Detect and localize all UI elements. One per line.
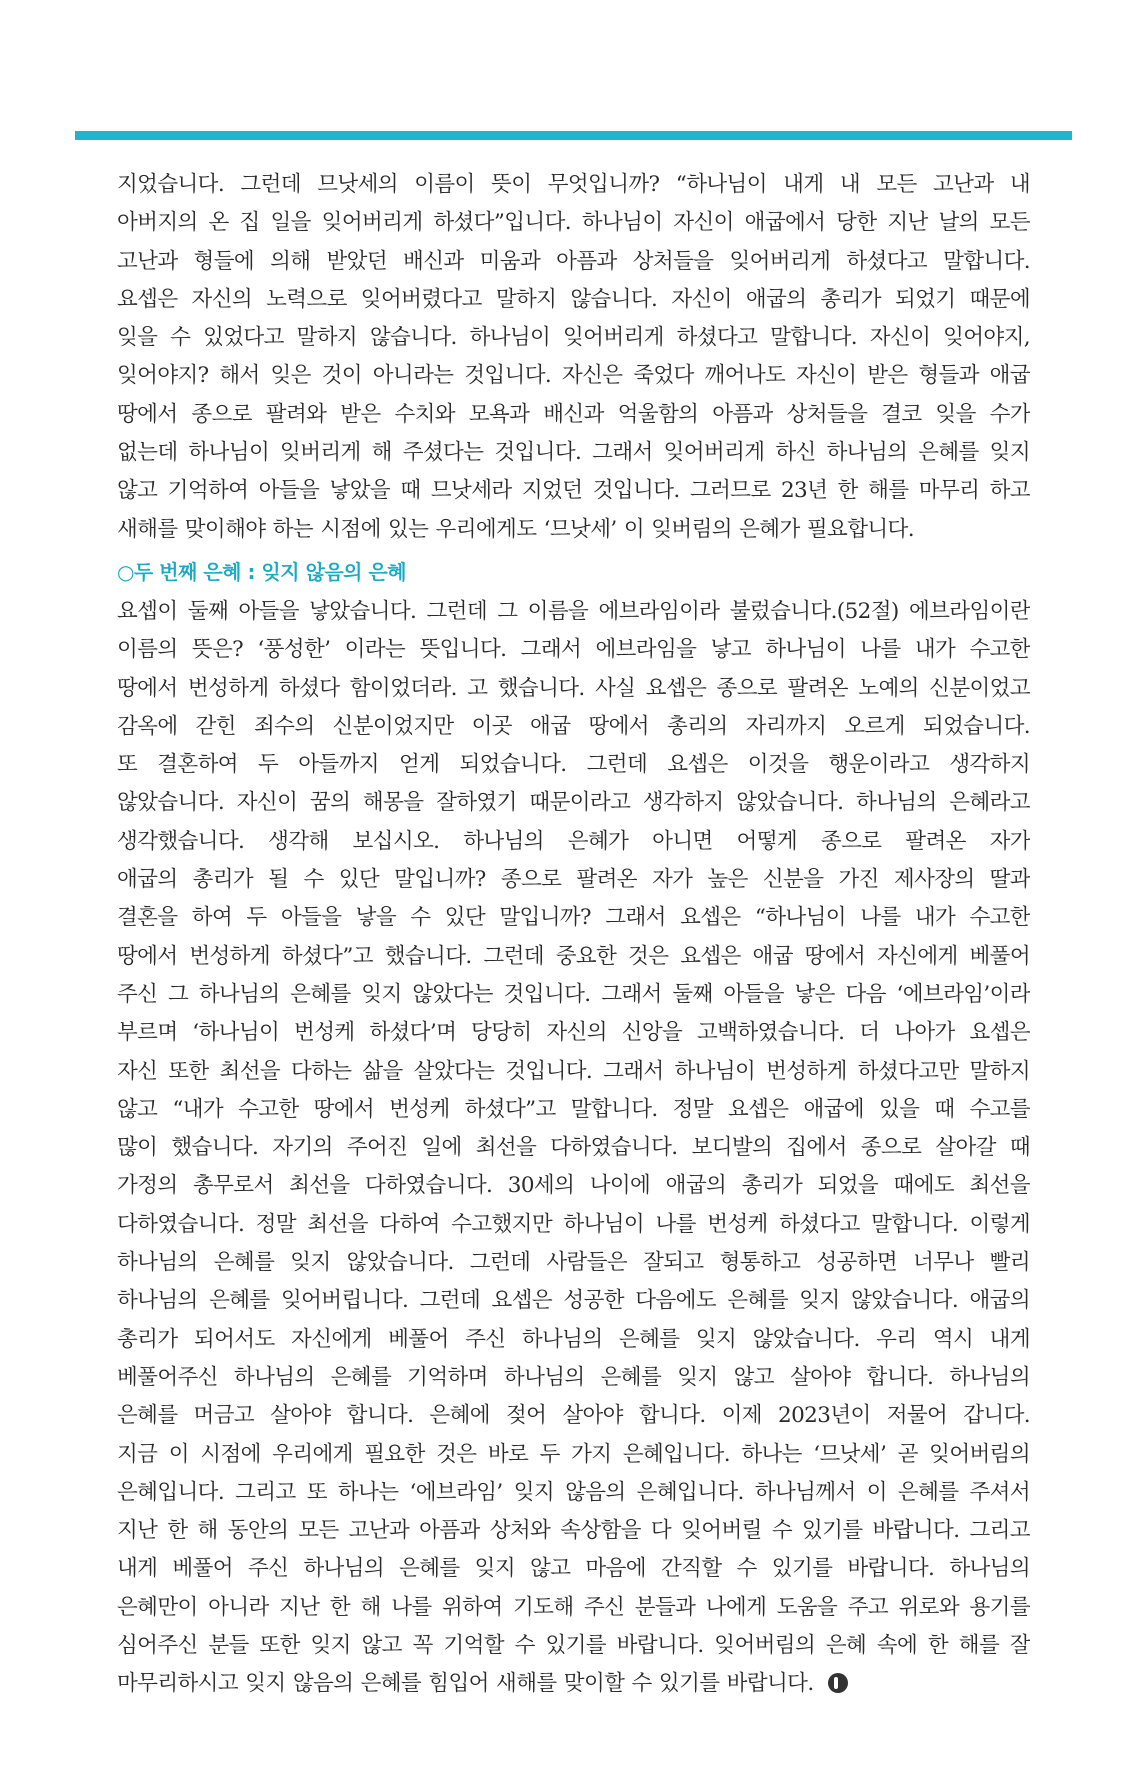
text-line-content: 땅에서 번성하게 하셨다 함이었더라. 고 했습니다. 사실 요셉은 종으로 팔려온 노예의 신분이었고 (117, 675, 1030, 701)
text-line (117, 243, 1030, 281)
text-line-content: 하나님의 은혜를 잊지 않았습니다. 그런데 사람들은 잘되고 형통하고 성공하면 너무나 빨리 (117, 1250, 1030, 1276)
text-line (117, 899, 1030, 937)
text-line-content: 은혜를 머금고 살아야 합니다. 은혜에 젖어 살아야 합니다. 이제 2023년이 저물어 갑니다. (117, 1403, 1030, 1429)
text-line (117, 472, 1030, 510)
text-line-content: 감옥에 갇힌 죄수의 신분이었지만 이곳 애굽 땅에서 총리의 자리까지 오르게 되었습니다. (117, 713, 1030, 739)
heading-marker: ○ (117, 559, 134, 584)
text-line-content: 많이 했습니다. 자기의 주어진 일에 최선을 다하였습니다. 보디발의 집에서 종으로 살아갈 때 (117, 1135, 1030, 1161)
text-line (117, 976, 1030, 1014)
text-line-content: 가정의 총무로서 최선을 다하였습니다. 30세의 나이에 애굽의 총리가 되었을 때에도 최선을 (117, 1173, 1030, 1199)
text-line-content: 요셉이 둘째 아들을 낳았습니다. 그런데 그 이름을 에브라임이라 불렀습니다.(52절) 에브라임이란 (117, 598, 1030, 624)
text-line (117, 1665, 1030, 1703)
text-line-content: 주신 그 하나님의 은혜를 잊지 않았다는 것입니다. 그래서 둘째 아들을 낳은 다음 ‘에브라임’이라 (117, 981, 1030, 1007)
text-line (117, 1053, 1030, 1091)
text-line-content: 베풀어주신 하나님의 은혜를 기억하며 하나님의 은혜를 잊지 않고 살아야 합니다. 하나님의 (117, 1364, 1030, 1390)
text-line-content: 땅에서 번성하게 하셨다”고 했습니다. 그런데 중요한 것은 요셉은 애굽 땅에서 자신에게 베풀어 (117, 943, 1030, 969)
text-line (117, 511, 1030, 549)
text-line (117, 1397, 1030, 1435)
text-line-content: 없는데 하나님이 잊버리게 해 주셨다는 것입니다. 그래서 잊어버리게 하신 하나님의 은혜를 잊지 (117, 440, 1030, 466)
text-line-content: 않고 “내가 수고한 땅에서 번성케 하셨다”고 말합니다. 정말 요셉은 애굽에 있을 때 수고를 (117, 1096, 1030, 1122)
text-line (117, 1321, 1030, 1359)
text-line-content: 다하였습니다. 정말 최선을 다하여 수고했지만 하나님이 나를 번성케 하셨다고 말합니다. 이렇게 (117, 1211, 1030, 1237)
text-line (117, 861, 1030, 899)
text-line (117, 784, 1030, 822)
end-of-article-icon (828, 1673, 848, 1693)
text-line (117, 434, 1030, 472)
text-line (117, 938, 1030, 976)
article-body (117, 166, 1030, 1704)
text-line (117, 204, 1030, 242)
text-line (117, 357, 1030, 395)
paragraph-ephraim (117, 593, 1030, 1704)
text-line (117, 1589, 1030, 1627)
text-line-content: 내게 베풀어 주신 하나님의 은혜를 잊지 않고 마음에 간직할 수 있기를 바랍니다. 하나님의 (117, 1556, 1030, 1582)
text-line-content: 은혜입니다. 그리고 또 하나는 ‘에브라임’ 잊지 않음의 은혜입니다. 하나님께서 이 은혜를 주셔서 (117, 1479, 1030, 1505)
text-line-content: 생각했습니다. 생각해 보십시오. 하나님의 은혜가 아니면 어떻게 종으로 팔려온 자가 (117, 828, 1030, 854)
text-line (117, 319, 1030, 357)
text-line-content: 자신 또한 최선을 다하는 삶을 살았다는 것입니다. 그래서 하나님이 번성하게 하셨다고만 말하지 (117, 1058, 1030, 1084)
text-line-content: 총리가 되어서도 자신에게 베풀어 주신 하나님의 은혜를 잊지 않았습니다. 우리 역시 내게 (117, 1326, 1030, 1352)
text-line (117, 281, 1030, 319)
text-line-content: 은혜만이 아니라 지난 한 해 나를 위하여 기도해 주신 분들과 나에게 도움을 주고 위로와 용기를 (117, 1594, 1030, 1620)
text-line (117, 746, 1030, 784)
text-line (117, 1129, 1030, 1167)
text-line (117, 1244, 1030, 1282)
heading-text: 두 번째 은혜 : 잊지 않음의 은혜 (133, 559, 407, 584)
text-line-content: 부르며 ‘하나님이 번성케 하셨다’며 당당히 자신의 신앙을 고백하였습니다. 더 나아가 요셉은 (117, 1020, 1030, 1046)
text-line-content: 또 결혼하여 두 아들까지 얻게 되었습니다. 그런데 요셉은 이것을 행운이라고 생각하지 (117, 752, 1030, 778)
text-line (117, 1282, 1030, 1320)
text-line (117, 823, 1030, 861)
text-line (117, 1091, 1030, 1129)
text-line-content: 땅에서 종으로 팔려와 받은 수치와 모욕과 배신과 억울함의 아픔과 상처들을 결코 잊을 수가 (117, 401, 1030, 427)
text-line (117, 1167, 1030, 1205)
text-line-content: 아버지의 온 집 일을 잊어버리게 하셨다”입니다. 하나님이 자신이 애굽에서 당한 지난 날의 모든 (117, 210, 1030, 236)
text-line (117, 1014, 1030, 1052)
section-heading (117, 555, 1030, 589)
text-line (117, 1359, 1030, 1397)
text-line-content: 지금 이 시점에 우리에게 필요한 것은 바로 두 가지 은혜입니다. 하나는 ‘므낫세’ 곧 잊어버림의 (117, 1441, 1030, 1467)
text-line-content: 잊어야지? 해서 잊은 것이 아니라는 것입니다. 자신은 죽었다 깨어나도 자신이 받은 형들과 애굽 (117, 363, 1030, 389)
text-line (117, 1206, 1030, 1244)
text-line-content: 지난 한 해 동안의 모든 고난과 아픔과 상처와 속상함을 다 잊어버릴 수 있기를 바랍니다. 그리고 (117, 1518, 1030, 1544)
top-accent-rule (75, 131, 1072, 140)
text-line (117, 593, 1030, 631)
text-line (117, 1436, 1030, 1474)
text-line-content: 않고 기억하여 아들을 낳았을 때 므낫세라 지었던 것입니다. 그러므로 23년 한 해를 마무리 하고 (117, 478, 1030, 504)
text-line (117, 631, 1030, 669)
text-line (117, 708, 1030, 746)
text-line-content: 이름의 뜻은? ‘풍성한’ 이라는 뜻입니다. 그래서 에브라임을 낳고 하나님이 나를 내가 수고한 (117, 637, 1030, 663)
text-line (117, 1474, 1030, 1512)
text-line (117, 1550, 1030, 1588)
text-line (117, 166, 1030, 204)
paragraph-manasseh (117, 166, 1030, 549)
text-line-content: 잊을 수 있었다고 말하지 않습니다. 하나님이 잊어버리게 하셨다고 말합니다. 자신이 잊어야지, (117, 325, 1030, 351)
text-line-content: 새해를 맞이해야 하는 시점에 있는 우리에게도 ‘므낫세’ 이 잊버림의 은혜가 필요합니다. (117, 516, 914, 542)
text-line-content: 결혼을 하여 두 아들을 낳을 수 있단 말입니까? 그래서 요셉은 “하나님이 나를 내가 수고한 (117, 905, 1030, 931)
text-line (117, 1512, 1030, 1550)
text-line-content: 애굽의 총리가 될 수 있단 말입니까? 종으로 팔려온 자가 높은 신분을 가진 제사장의 딸과 (117, 867, 1030, 893)
text-line-content: 지었습니다. 그런데 므낫세의 이름이 뜻이 무엇입니까? “하나님이 내게 내 모든 고난과 내 (117, 172, 1030, 197)
text-line-content: 않았습니다. 자신이 꿈의 해몽을 잘하였기 때문이라고 생각하지 않았습니다. 하나님의 은혜라고 (117, 790, 1030, 816)
text-line-content: 요셉은 자신의 노력으로 잊어버렸다고 말하지 않습니다. 자신이 애굽의 총리가 되었기 때문에 (117, 286, 1030, 312)
text-line-content: 하나님의 은혜를 잊어버립니다. 그런데 요셉은 성공한 다음에도 은혜를 잊지 않았습니다. 애굽의 (117, 1288, 1030, 1314)
text-line-content: 마무리하시고 잊지 않음의 은혜를 힘입어 새해를 맞이할 수 있기를 바랍니다. (117, 1671, 814, 1697)
text-line-content: 고난과 형들에 의해 받았던 배신과 미움과 아픔과 상처들을 잊어버리게 하셨다고 말합니다. (117, 248, 1030, 274)
text-line (117, 670, 1030, 708)
text-line (117, 1627, 1030, 1665)
text-line (117, 396, 1030, 434)
text-line-content: 심어주신 분들 또한 잊지 않고 꼭 기억할 수 있기를 바랍니다. 잊어버림의 은혜 속에 한 해를 잘 (117, 1632, 1030, 1658)
